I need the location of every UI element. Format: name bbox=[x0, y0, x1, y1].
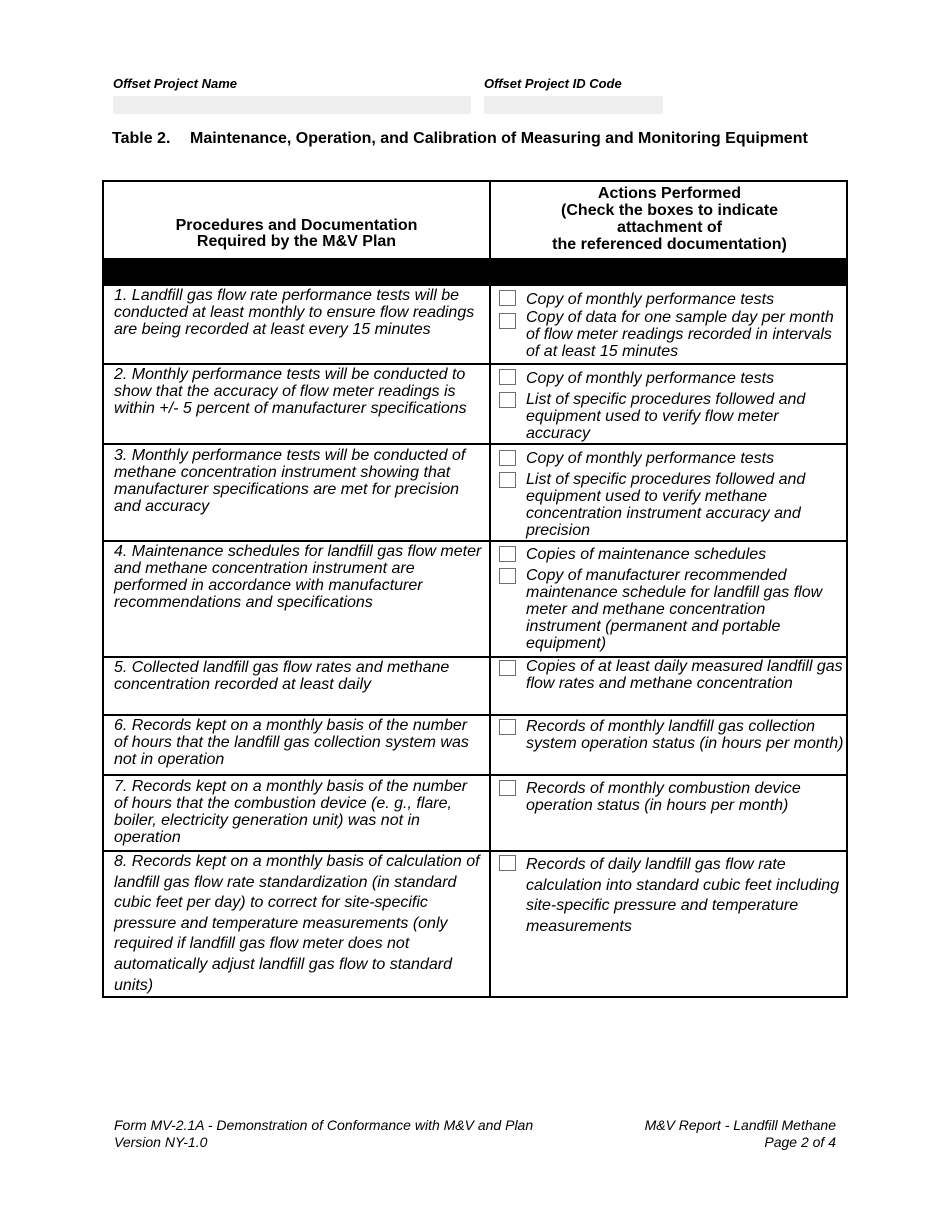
monitoring-table bbox=[102, 180, 848, 998]
action-2b: List of specific procedures followed and equipment used to verify flow meter accuracy bbox=[526, 391, 806, 442]
project-id-label: Offset Project ID Code bbox=[484, 76, 622, 91]
header-line: Required by the M&V Plan bbox=[196, 233, 397, 250]
procedure-2: 2. Monthly performance tests will be conducted to show that the accuracy of flow meter readings is within +/- 5 percent of manufacturer specifications bbox=[114, 366, 467, 417]
row-divider bbox=[104, 363, 846, 365]
header-line: attachment of bbox=[617, 219, 722, 236]
checkbox-row3-b[interactable] bbox=[499, 472, 516, 488]
table-title-text: Maintenance, Operation, and Calibration of Measuring and Monitoring Equipment bbox=[190, 130, 808, 147]
action-4a: Copies of maintenance schedules bbox=[526, 546, 767, 563]
table-number: Table 2. bbox=[112, 130, 171, 147]
procedure-8: 8. Records kept on a monthly basis of calculation of landfill gas flow rate standardization (in standard cubic feet per day) to correct for site-specific pressure and temperature measurements (only required if landfill gas flow meter does not automatically adjust landfill gas flow to standard units) bbox=[114, 853, 480, 994]
action-5a: Copies of at least daily measured landfill gas flow rates and methane concentration bbox=[526, 658, 843, 692]
row-divider bbox=[104, 774, 846, 776]
checkbox-row4-b[interactable] bbox=[499, 568, 516, 584]
page-number: Page 2 of 4 bbox=[764, 1134, 836, 1150]
column-divider bbox=[489, 182, 491, 996]
checkbox-row1-a[interactable] bbox=[499, 290, 516, 306]
header-line: Procedures and Documentation bbox=[175, 217, 418, 234]
project-id-field[interactable] bbox=[484, 96, 663, 114]
project-name-field[interactable] bbox=[113, 96, 471, 114]
procedure-4: 4. Maintenance schedules for landfill gas flow meter and methane concentration instrument are performed in accordance with manufacturer recommendations and specifications bbox=[114, 543, 482, 611]
project-name-label: Offset Project Name bbox=[113, 76, 238, 91]
report-name: M&V Report - Landfill Methane bbox=[644, 1117, 836, 1133]
checkbox-row3-a[interactable] bbox=[499, 450, 516, 466]
header-separator-bar bbox=[104, 258, 846, 286]
row-divider bbox=[104, 714, 846, 716]
row-divider bbox=[104, 540, 846, 542]
checkbox-row8-a[interactable] bbox=[499, 855, 516, 871]
procedure-1: 1. Landfill gas flow rate performance tests will be conducted at least monthly to ensure flow readings are being recorded at least every 15 minutes bbox=[114, 287, 475, 338]
footer-right bbox=[645, 1117, 836, 1151]
checkbox-row6-a[interactable] bbox=[499, 719, 516, 735]
procedure-7: 7. Records kept on a monthly basis of the number of hours that the combustion device (e. g., flare, boiler, electricity generation unit) was not in operation bbox=[114, 778, 468, 846]
footer-left bbox=[114, 1117, 533, 1151]
checkbox-row7-a[interactable] bbox=[499, 780, 516, 796]
action-3a: Copy of monthly performance tests bbox=[526, 450, 775, 467]
header-line: Actions Performed bbox=[597, 185, 742, 202]
action-8a: Records of daily landfill gas flow rate calculation into standard cubic feet including site-specific pressure and temperature measurements bbox=[526, 856, 840, 935]
checkbox-row4-a[interactable] bbox=[499, 546, 516, 562]
checkbox-row2-a[interactable] bbox=[499, 369, 516, 385]
checkbox-row2-b[interactable] bbox=[499, 392, 516, 408]
checkbox-row5-a[interactable] bbox=[499, 660, 516, 676]
procedure-3: 3. Monthly performance tests will be conducted of methane concentration instrument showing that manufacturer specifications are met for precision and accuracy bbox=[114, 447, 466, 515]
action-4b: Copy of manufacturer recommended maintenance schedule for landfill gas flow meter and methane concentration instrument (permanent and portable equipment) bbox=[526, 567, 823, 652]
action-2a: Copy of monthly performance tests bbox=[526, 370, 775, 387]
action-6a: Records of monthly landfill gas collection system operation status (in hours per month) bbox=[526, 718, 844, 752]
header-line: the referenced documentation) bbox=[552, 236, 787, 253]
action-1b: Copy of data for one sample day per month of flow meter readings recorded in intervals of at least 15 minutes bbox=[526, 309, 834, 360]
checkbox-row1-b[interactable] bbox=[499, 313, 516, 329]
form-version: Version NY-1.0 bbox=[114, 1134, 208, 1150]
action-3b: List of specific procedures followed and equipment used to verify methane concentration instrument accuracy and precision bbox=[526, 471, 806, 539]
action-7a: Records of monthly combustion device operation status (in hours per month) bbox=[526, 780, 801, 814]
actions-column-header bbox=[491, 185, 848, 253]
action-1a: Copy of monthly performance tests bbox=[526, 291, 775, 308]
form-name: Form MV-2.1A - Demonstration of Conformance with M&V and Plan bbox=[114, 1117, 534, 1133]
procedures-column-header bbox=[104, 218, 489, 250]
procedure-6: 6. Records kept on a monthly basis of the number of hours that the landfill gas collection system was not in operation bbox=[114, 717, 469, 768]
row-divider bbox=[104, 443, 846, 445]
procedure-5: 5. Collected landfill gas flow rates and methane concentration recorded at least daily bbox=[114, 659, 450, 693]
header-line: (Check the boxes to indicate bbox=[561, 202, 778, 219]
